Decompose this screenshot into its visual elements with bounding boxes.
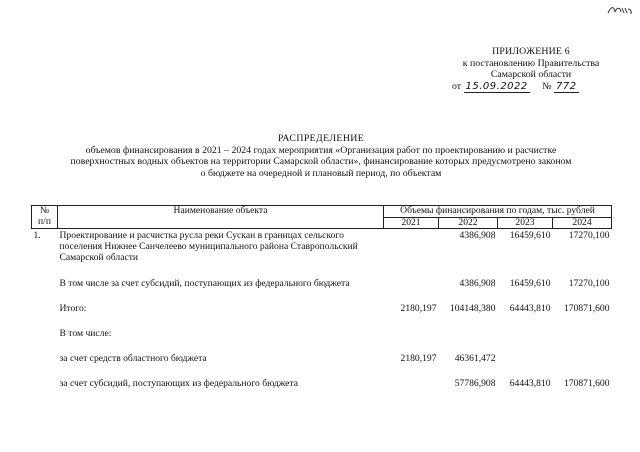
- cell-2021: [384, 229, 439, 265]
- row-num: [32, 352, 58, 365]
- table-row: [32, 277, 612, 290]
- row-num: [32, 327, 58, 340]
- cell-2021: [384, 377, 439, 390]
- header-year-2023: 2023: [498, 217, 553, 229]
- cell-2024: 17270,100: [568, 230, 610, 241]
- handwritten-date: 15.09.2022: [465, 80, 528, 92]
- cell-2021: 2180,197: [400, 302, 437, 314]
- cell-2024: 17270,100: [568, 277, 610, 289]
- cell-2021: 2180,197: [400, 353, 437, 365]
- appendix-title: ПРИЛОЖЕНИЕ 6: [492, 46, 570, 57]
- cell-2021: [384, 277, 439, 290]
- header-name: Наименование объекта: [58, 206, 384, 229]
- spacer-row: [32, 365, 612, 377]
- row-name: В том числе за счет субсидий, поступающих из федерального бюджета: [59, 277, 350, 289]
- row-name: за счет средств областного бюджета: [59, 353, 207, 365]
- cell-2022: 4386,908: [459, 277, 496, 289]
- table-row: [32, 229, 612, 265]
- appendix-line2: к постановлению Правительства: [462, 57, 600, 69]
- cell-2021: [384, 327, 439, 340]
- table-row: [32, 377, 612, 390]
- row-num: 1.: [33, 230, 41, 241]
- cell-2024: [553, 327, 612, 340]
- cell-2023: 64443,810: [509, 378, 551, 390]
- handwritten-number: 772: [556, 80, 577, 92]
- cell-2023: [498, 352, 553, 365]
- table-row: [32, 327, 612, 340]
- header-year-2022: 2022: [439, 217, 498, 229]
- heading-title: РАСПРЕДЕЛЕНИЕ: [277, 133, 365, 144]
- header-volumes: Объемы финансирования по годам, тыс. рублей: [384, 206, 612, 218]
- cell-2022: 4386,908: [459, 230, 496, 241]
- spacer-row: [32, 340, 612, 352]
- heading-line3: о бюджете на очередной и плановый период, по объектам: [200, 167, 442, 179]
- row-name: Проектирование и расчистка русла реки Сускан в границах сельского поселения Нижнее Санчелеево муниципального района Ставропольский Самарской области: [59, 230, 358, 264]
- row-num: [32, 377, 58, 390]
- cell-2023: 16459,610: [509, 277, 551, 289]
- header-year-2021: 2021: [384, 217, 439, 229]
- document-heading: [30, 133, 612, 179]
- spacer-row: [32, 315, 612, 327]
- number-label: №: [542, 80, 552, 92]
- heading-line2: поверхностных водных объектов на территории Самарской области», финансирование которых предусмотрено законом: [70, 156, 572, 167]
- row-name: за счет субсидий, поступающих из федерального бюджета: [59, 378, 298, 390]
- handwritten-mark-icon: [606, 4, 634, 16]
- cell-2023: 64443,810: [509, 302, 551, 314]
- row-name: Итого:: [59, 302, 87, 314]
- cell-2022: 46361,472: [454, 353, 496, 365]
- financing-table: [31, 205, 612, 391]
- header-year-2024: 2024: [553, 217, 612, 229]
- appendix-line3: Самарской области: [490, 69, 572, 80]
- table-row-total: [32, 302, 612, 315]
- cell-2022: 57786,908: [454, 378, 496, 390]
- heading-line1: объемов финансирования в 2021 – 2024 годах мероприятия «Организация работ по проектированию и расчистке: [85, 144, 557, 156]
- cell-2024: 170871,600: [563, 378, 610, 390]
- row-num: [32, 277, 58, 290]
- cell-2022: 104148,380: [449, 302, 496, 314]
- cell-2024: [553, 352, 612, 365]
- row-num: [32, 302, 58, 315]
- spacer-row: [32, 265, 612, 277]
- row-name: В том числе:: [59, 328, 112, 340]
- table-row: [32, 352, 612, 365]
- appendix-signature-line: [446, 81, 616, 93]
- appendix-block: [446, 46, 616, 92]
- spacer-row: [32, 290, 612, 302]
- cell-2022: [439, 327, 498, 340]
- cell-2023: 16459,610: [509, 230, 551, 241]
- cell-2023: [498, 327, 553, 340]
- header-num: № п/п: [32, 206, 58, 229]
- from-label: от: [452, 80, 462, 92]
- cell-2024: 170871,600: [563, 302, 610, 314]
